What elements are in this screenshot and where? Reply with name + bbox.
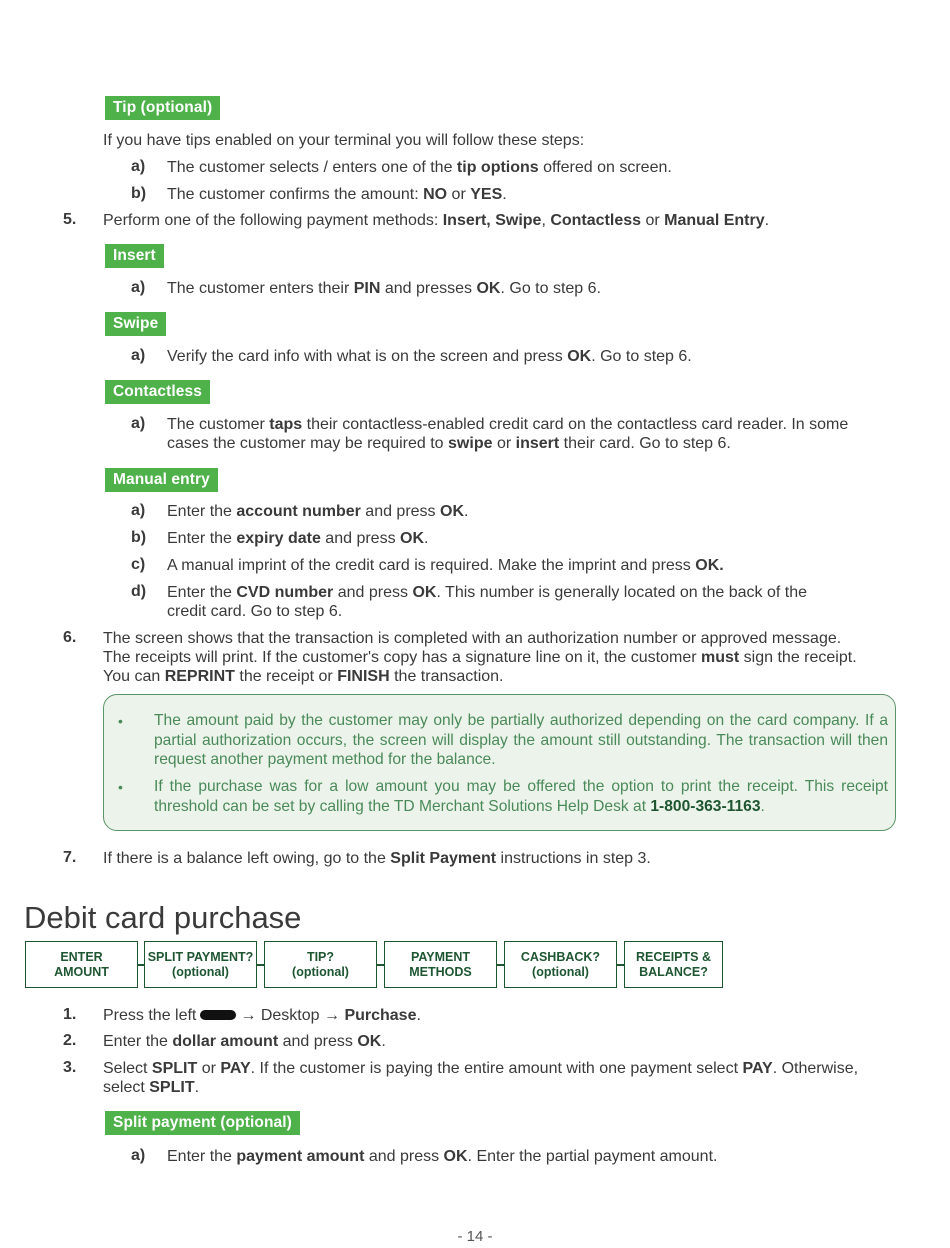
flow-step-tip: TIP? (optional): [264, 941, 377, 988]
page-number: - 14 -: [457, 1228, 493, 1245]
tip-intro: If you have tips enabled on your terminal you will follow these steps:: [103, 132, 585, 149]
callout-item-1: The amount paid by the customer may only be partially authorized depending on the card company. If a partial authorization occurs, the screen will display the amount still outstanding. The transaction will then request another payment method for the balance.: [154, 712, 888, 768]
manual-c: A manual imprint of the credit card is required. Make the imprint and press OK.: [167, 557, 724, 574]
bullet-icon: •: [118, 779, 123, 795]
insert-tag: Insert: [105, 244, 164, 268]
step-6-line3: You can REPRINT the receipt or FINISH the transaction.: [103, 668, 504, 685]
help-desk-phone: 1-800-363-1163: [650, 797, 761, 815]
step-7-number: 7.: [63, 849, 77, 866]
step-6-number: 6.: [63, 629, 77, 646]
note-callout: [103, 694, 896, 831]
section-heading: Debit card purchase: [24, 900, 302, 935]
manual-a-letter: a): [131, 502, 146, 519]
step-5-number: 5.: [63, 211, 77, 228]
flow-step-split-payment: SPLIT PAYMENT? (optional): [144, 941, 257, 988]
swipe-item: Verify the card info with what is on the screen and press OK. Go to step 6.: [167, 348, 692, 365]
contactless-item-letter: a): [131, 415, 146, 432]
swipe-tag: Swipe: [105, 312, 166, 336]
step-6-line1: The screen shows that the transaction is completed with an authorization number or approved message.: [103, 630, 842, 647]
manual-d-letter: d): [131, 583, 147, 600]
manual-d-line1: Enter the CVD number and press OK. This number is generally located on the back of the: [167, 584, 808, 601]
menu-key-icon: [200, 1010, 236, 1020]
tip-optional-tag: Tip (optional): [105, 96, 220, 120]
tip-item-b: The customer confirms the amount: NO or YES.: [167, 186, 507, 203]
split-payment-tag: Split payment (optional): [105, 1111, 300, 1135]
tip-item-a: The customer selects / enters one of the tip options offered on screen.: [167, 159, 672, 176]
manual-c-letter: c): [131, 556, 146, 573]
tip-item-a-letter: a): [131, 158, 146, 175]
insert-item: The customer enters their PIN and presses OK. Go to step 6.: [167, 280, 601, 297]
insert-item-letter: a): [131, 279, 146, 296]
split-item-letter: a): [131, 1147, 146, 1164]
debit-step-2-text: Enter the dollar amount and press OK.: [103, 1033, 386, 1050]
debit-step-2-number: 2.: [63, 1032, 77, 1049]
contactless-tag: Contactless: [105, 380, 210, 404]
manual-entry-tag: Manual entry: [105, 468, 218, 492]
tip-item-b-letter: b): [131, 185, 147, 202]
manual-b: Enter the expiry date and press OK.: [167, 530, 429, 547]
bullet-icon: •: [118, 713, 123, 729]
debit-step-1-number: 1.: [63, 1006, 77, 1023]
contactless-item-line1: The customer taps their contactless-enabled credit card on the contactless card reader. In some: [167, 416, 849, 433]
debit-step-3-line2: select SPLIT.: [103, 1079, 200, 1096]
flow-step-cashback: CASHBACK? (optional): [504, 941, 617, 988]
step-7-text: If there is a balance left owing, go to the Split Payment instructions in step 3.: [103, 850, 651, 867]
manual-d-line2: credit card. Go to step 6.: [167, 603, 343, 620]
flow-step-payment-methods: PAYMENT METHODS: [384, 941, 497, 988]
contactless-item-line2: cases the customer may be required to swipe or insert their card. Go to step 6.: [167, 435, 731, 452]
step-5-text: Perform one of the following payment methods: Insert, Swipe, Contactless or Manual Entry.: [103, 212, 770, 229]
debit-step-1-text: Press the left → Desktop → Purchase.: [103, 1007, 421, 1024]
manual-b-letter: b): [131, 529, 147, 546]
debit-step-3-number: 3.: [63, 1059, 77, 1076]
step-6-line2: The receipts will print. If the customer's copy has a signature line on it, the customer must sign the receipt.: [103, 649, 857, 666]
flow-step-enter-amount: ENTER AMOUNT: [25, 941, 138, 988]
debit-step-3-line1: Select SPLIT or PAY. If the customer is paying the entire amount with one payment select PAY. Otherwise,: [103, 1060, 859, 1077]
split-item: Enter the payment amount and press OK. Enter the partial payment amount.: [167, 1148, 718, 1165]
swipe-item-letter: a): [131, 347, 146, 364]
callout-item-2: If the purchase was for a low amount you may be offered the option to print the receipt. This receipt threshold can be set by calling the TD Merchant Solutions Help Desk at 1-800-363-1163.: [154, 778, 888, 815]
flow-step-receipts-balance: RECEIPTS & BALANCE?: [624, 941, 723, 988]
manual-a: Enter the account number and press OK.: [167, 503, 469, 520]
